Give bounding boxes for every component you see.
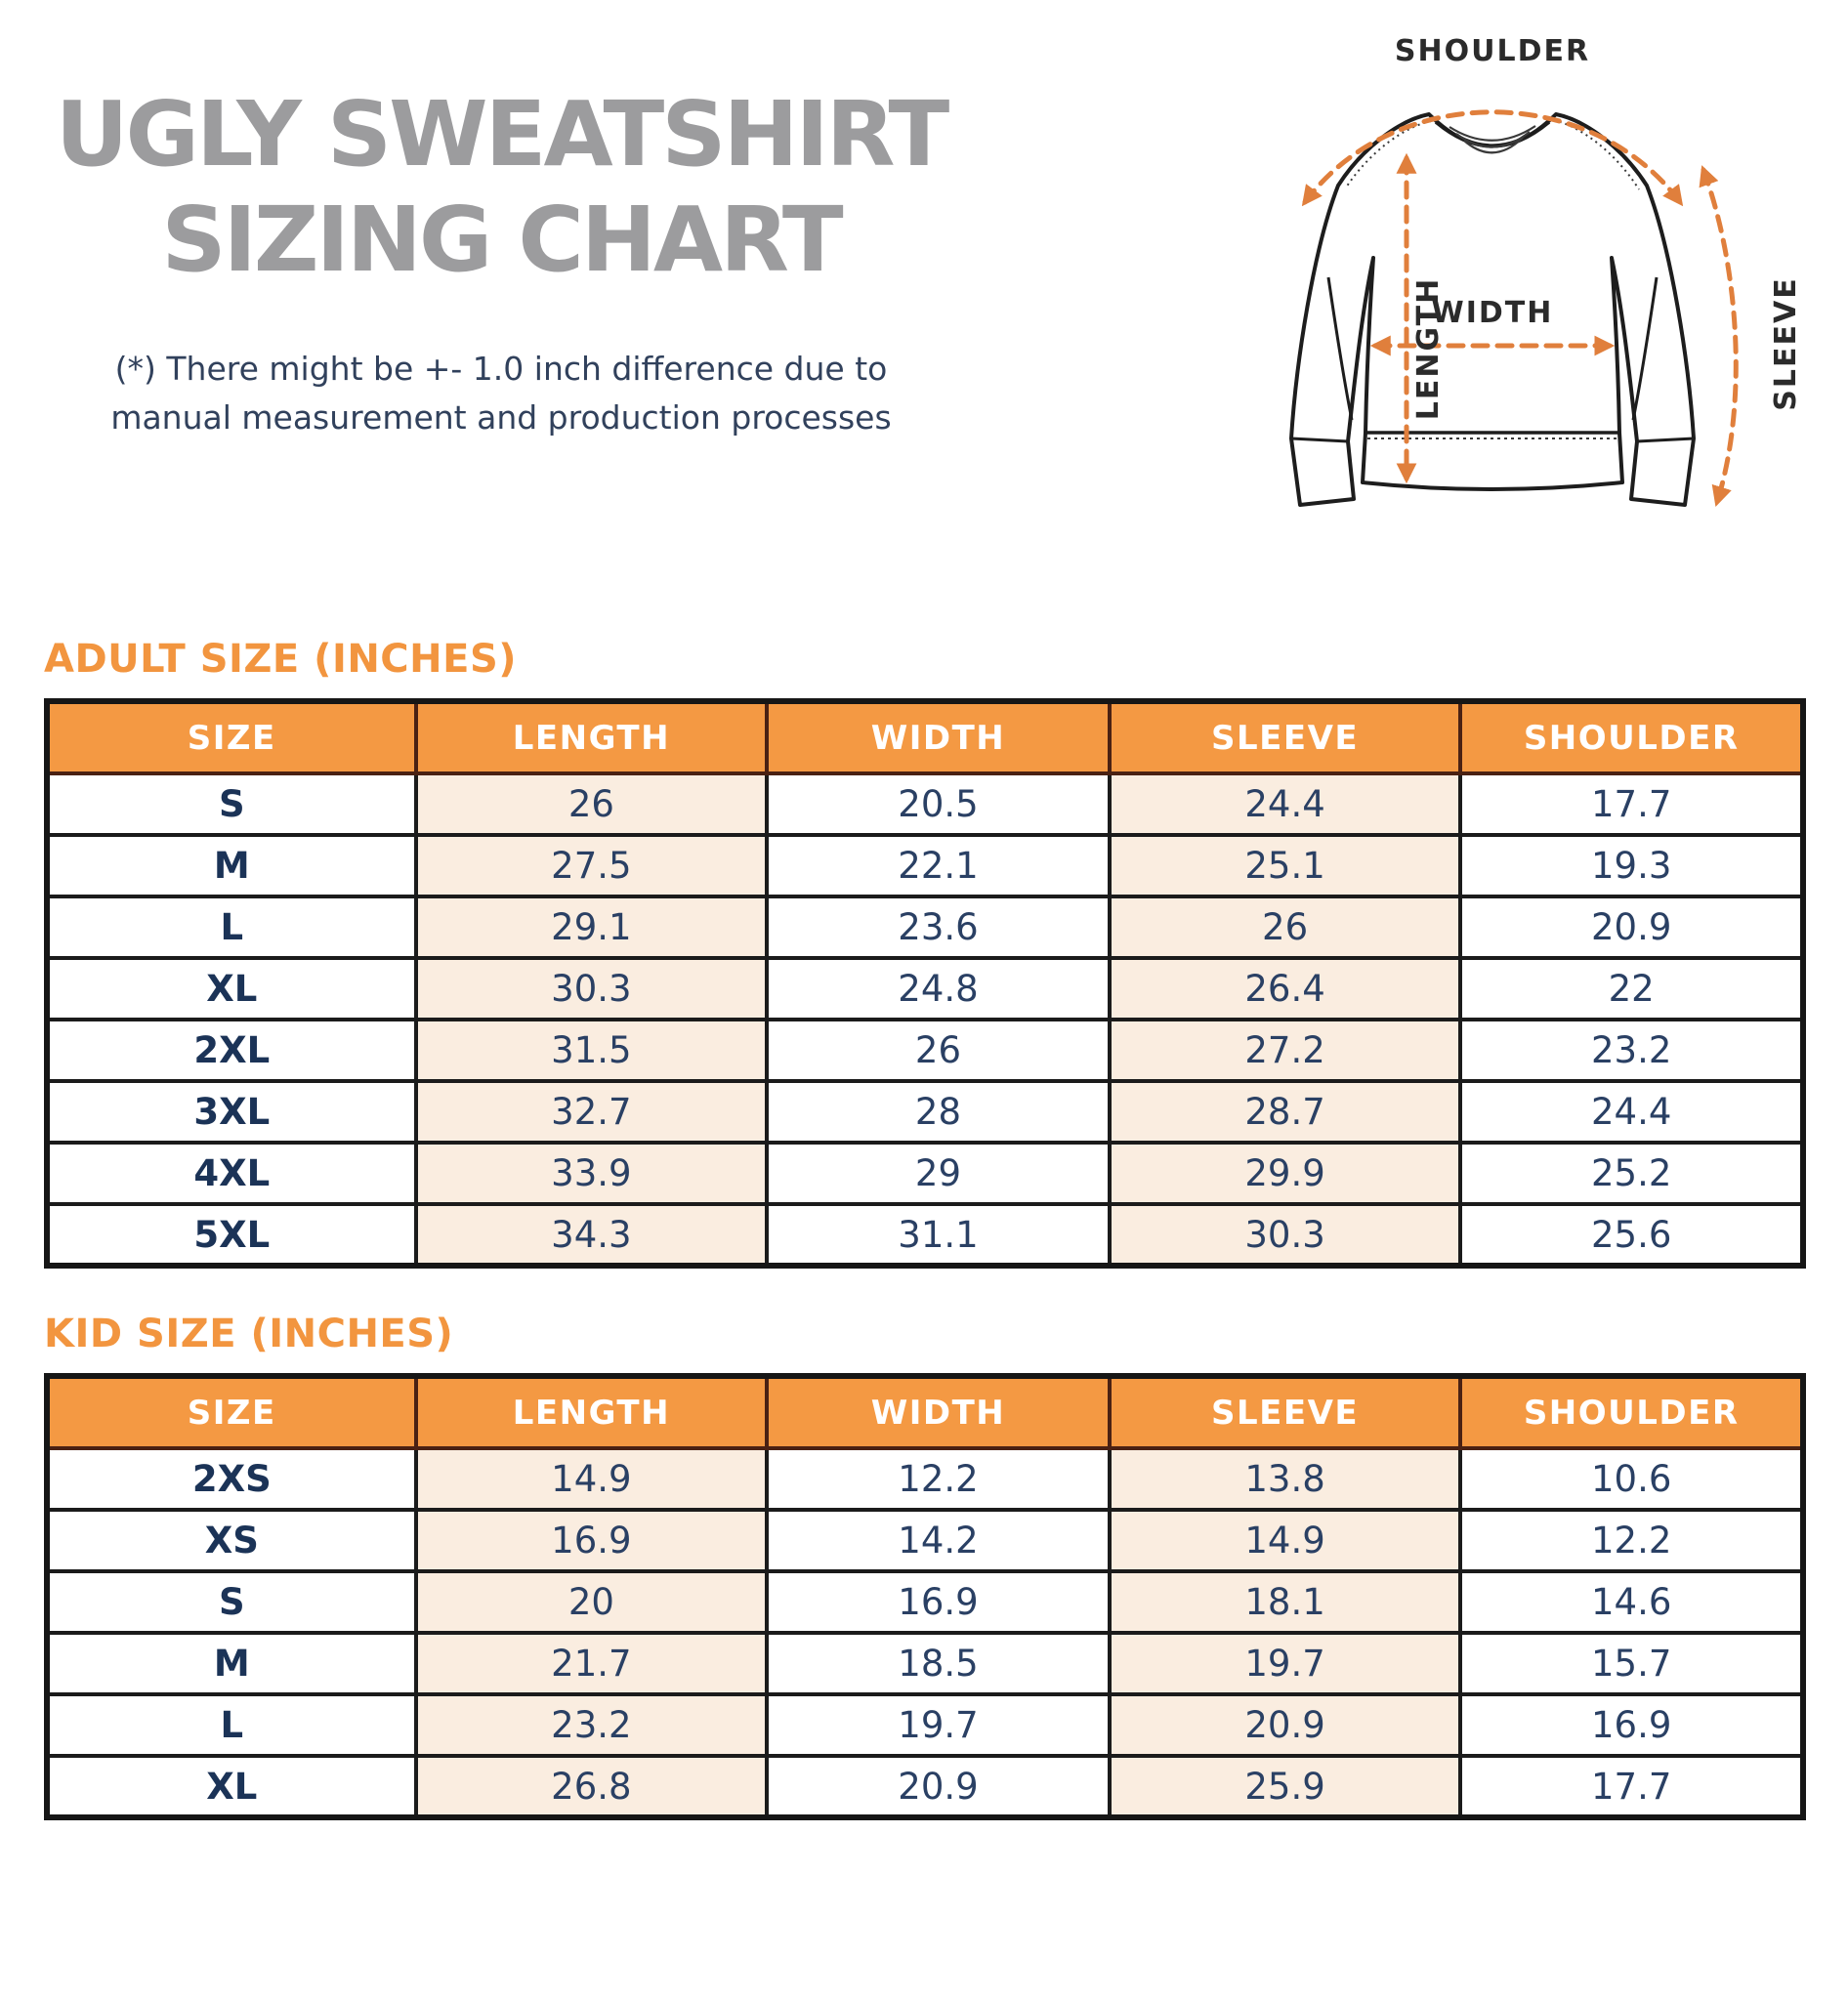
- table-row: [47, 1510, 1803, 1571]
- shoulder-cell: 12.2: [1460, 1510, 1803, 1571]
- column-header-width: WIDTH: [767, 701, 1110, 773]
- length-cell: 32.7: [416, 1081, 768, 1143]
- kid-size-table: [44, 1373, 1806, 1820]
- sleeve-cell: 24.4: [1110, 773, 1461, 835]
- sleeve-cell: 30.3: [1110, 1204, 1461, 1266]
- diagram-label-sleeve: SLEEVE: [1769, 276, 1803, 411]
- width-cell: 18.5: [767, 1633, 1110, 1694]
- length-cell: 31.5: [416, 1020, 768, 1081]
- adult-size-table: [44, 698, 1806, 1269]
- table-row: [47, 1571, 1803, 1633]
- disclaimer-line-2: manual measurement and production processes: [110, 397, 892, 437]
- disclaimer-line-1: (*) There might be +- 1.0 inch difference due to: [114, 350, 888, 389]
- shoulder-cell: 17.7: [1460, 1756, 1803, 1817]
- adult-size-section: [44, 637, 1806, 1269]
- sleeve-cell: 13.8: [1110, 1448, 1461, 1510]
- column-header-size: SIZE: [47, 1376, 416, 1448]
- adult-header-row: [47, 701, 1803, 773]
- page-title: [37, 82, 965, 292]
- sleeve-cell: 25.9: [1110, 1756, 1461, 1817]
- sleeve-cell: 18.1: [1110, 1571, 1461, 1633]
- table-row: [47, 1633, 1803, 1694]
- length-cell: 34.3: [416, 1204, 768, 1266]
- shoulder-cell: 16.9: [1460, 1694, 1803, 1756]
- shoulder-cell: 10.6: [1460, 1448, 1803, 1510]
- column-header-shoulder: SHOULDER: [1460, 701, 1803, 773]
- width-cell: 20.9: [767, 1756, 1110, 1817]
- table-row: [47, 1020, 1803, 1081]
- sleeve-cell: 26: [1110, 896, 1461, 958]
- table-row: [47, 835, 1803, 896]
- shoulder-cell: 19.3: [1460, 835, 1803, 896]
- table-row: [47, 1448, 1803, 1510]
- length-cell: 20: [416, 1571, 768, 1633]
- title-line-2: SIZING CHART: [161, 187, 841, 292]
- shoulder-cell: 15.7: [1460, 1633, 1803, 1694]
- width-cell: 24.8: [767, 958, 1110, 1020]
- size-cell: L: [47, 896, 416, 958]
- table-row: [47, 1143, 1803, 1204]
- page-header: [0, 0, 1848, 508]
- length-cell: 26.8: [416, 1756, 768, 1817]
- sleeve-cell: 19.7: [1110, 1633, 1461, 1694]
- size-cell: M: [47, 1633, 416, 1694]
- width-cell: 14.2: [767, 1510, 1110, 1571]
- table-row: [47, 773, 1803, 835]
- table-row: [47, 896, 1803, 958]
- length-cell: 33.9: [416, 1143, 768, 1204]
- size-cell: XL: [47, 958, 416, 1020]
- width-cell: 20.5: [767, 773, 1110, 835]
- width-cell: 31.1: [767, 1204, 1110, 1266]
- length-cell: 30.3: [416, 958, 768, 1020]
- table-row: [47, 958, 1803, 1020]
- length-cell: 14.9: [416, 1448, 768, 1510]
- size-cell: XL: [47, 1756, 416, 1817]
- sleeve-cell: 26.4: [1110, 958, 1461, 1020]
- width-cell: 23.6: [767, 896, 1110, 958]
- size-cell: 5XL: [47, 1204, 416, 1266]
- length-cell: 23.2: [416, 1694, 768, 1756]
- sweatshirt-diagram-svg: [1268, 21, 1834, 520]
- sleeve-cell: 14.9: [1110, 1510, 1461, 1571]
- column-header-length: LENGTH: [416, 1376, 768, 1448]
- kid-header-row: [47, 1376, 1803, 1448]
- length-cell: 29.1: [416, 896, 768, 958]
- column-header-shoulder: SHOULDER: [1460, 1376, 1803, 1448]
- width-cell: 16.9: [767, 1571, 1110, 1633]
- width-cell: 29: [767, 1143, 1110, 1204]
- length-cell: 27.5: [416, 835, 768, 896]
- width-cell: 26: [767, 1020, 1110, 1081]
- size-cell: 2XS: [47, 1448, 416, 1510]
- shoulder-cell: 22: [1460, 958, 1803, 1020]
- shoulder-cell: 20.9: [1460, 896, 1803, 958]
- title-line-1: UGLY SWEATSHIRT: [55, 82, 947, 187]
- diagram-label-width: WIDTH: [1431, 296, 1554, 330]
- size-cell: 4XL: [47, 1143, 416, 1204]
- shoulder-cell: 24.4: [1460, 1081, 1803, 1143]
- shoulder-cell: 23.2: [1460, 1020, 1803, 1081]
- sleeve-arrow: [1703, 170, 1736, 502]
- size-cell: S: [47, 1571, 416, 1633]
- shoulder-cell: 25.2: [1460, 1143, 1803, 1204]
- shoulder-cell: 17.7: [1460, 773, 1803, 835]
- sleeve-cell: 27.2: [1110, 1020, 1461, 1081]
- size-cell: S: [47, 773, 416, 835]
- length-cell: 21.7: [416, 1633, 768, 1694]
- column-header-width: WIDTH: [767, 1376, 1110, 1448]
- diagram-label-length: LENGTH: [1411, 276, 1446, 421]
- size-cell: XS: [47, 1510, 416, 1571]
- size-cell: M: [47, 835, 416, 896]
- shoulder-cell: 14.6: [1460, 1571, 1803, 1633]
- length-cell: 16.9: [416, 1510, 768, 1571]
- sleeve-cell: 20.9: [1110, 1694, 1461, 1756]
- kid-size-heading: KID SIZE (INCHES): [44, 1312, 454, 1356]
- sweatshirt-measurement-diagram: [1268, 21, 1834, 520]
- width-cell: 22.1: [767, 835, 1110, 896]
- adult-size-heading: ADULT SIZE (INCHES): [44, 637, 518, 682]
- kid-size-section: [44, 1312, 1806, 1820]
- table-row: [47, 1756, 1803, 1817]
- disclaimer-text: [37, 345, 965, 441]
- intro-block: [37, 82, 965, 441]
- column-header-length: LENGTH: [416, 701, 768, 773]
- table-row: [47, 1204, 1803, 1266]
- column-header-sleeve: SLEEVE: [1110, 1376, 1461, 1448]
- column-header-sleeve: SLEEVE: [1110, 701, 1461, 773]
- width-cell: 28: [767, 1081, 1110, 1143]
- shoulder-cell: 25.6: [1460, 1204, 1803, 1266]
- sleeve-cell: 25.1: [1110, 835, 1461, 896]
- length-cell: 26: [416, 773, 768, 835]
- diagram-label-shoulder: SHOULDER: [1394, 34, 1591, 68]
- size-cell: 2XL: [47, 1020, 416, 1081]
- column-header-size: SIZE: [47, 701, 416, 773]
- sleeve-cell: 29.9: [1110, 1143, 1461, 1204]
- sleeve-cell: 28.7: [1110, 1081, 1461, 1143]
- table-row: [47, 1081, 1803, 1143]
- width-cell: 12.2: [767, 1448, 1110, 1510]
- width-cell: 19.7: [767, 1694, 1110, 1756]
- size-cell: L: [47, 1694, 416, 1756]
- size-cell: 3XL: [47, 1081, 416, 1143]
- table-row: [47, 1694, 1803, 1756]
